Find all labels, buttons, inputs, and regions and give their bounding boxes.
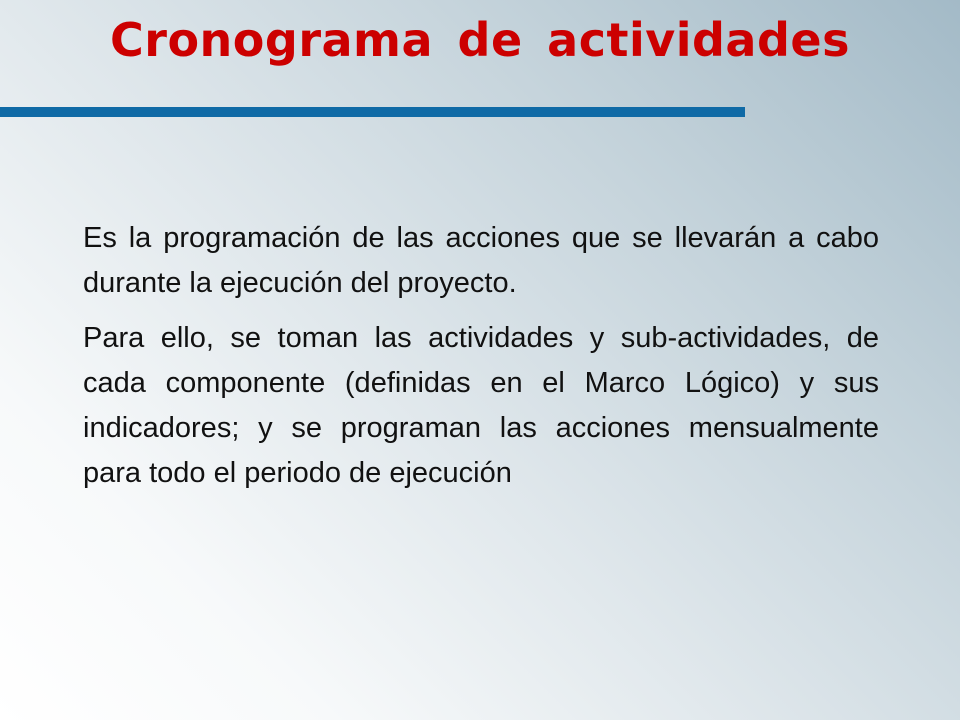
body-paragraph-2: Para ello, se toman las actividades y sub-actividades, de cada componente (definidas en el Marco Lógico) y sus indicadores; y se programan las acciones mensualmente para todo el periodo de ejecución: [83, 322, 879, 489]
slide-body: [83, 216, 879, 506]
slide-title: Cronograma de actividades: [110, 13, 850, 67]
body-paragraph-1: Es la programación de las acciones que se llevarán a cabo durante la ejecución del proyecto.: [83, 222, 879, 299]
title-underline-bar: [0, 107, 745, 117]
